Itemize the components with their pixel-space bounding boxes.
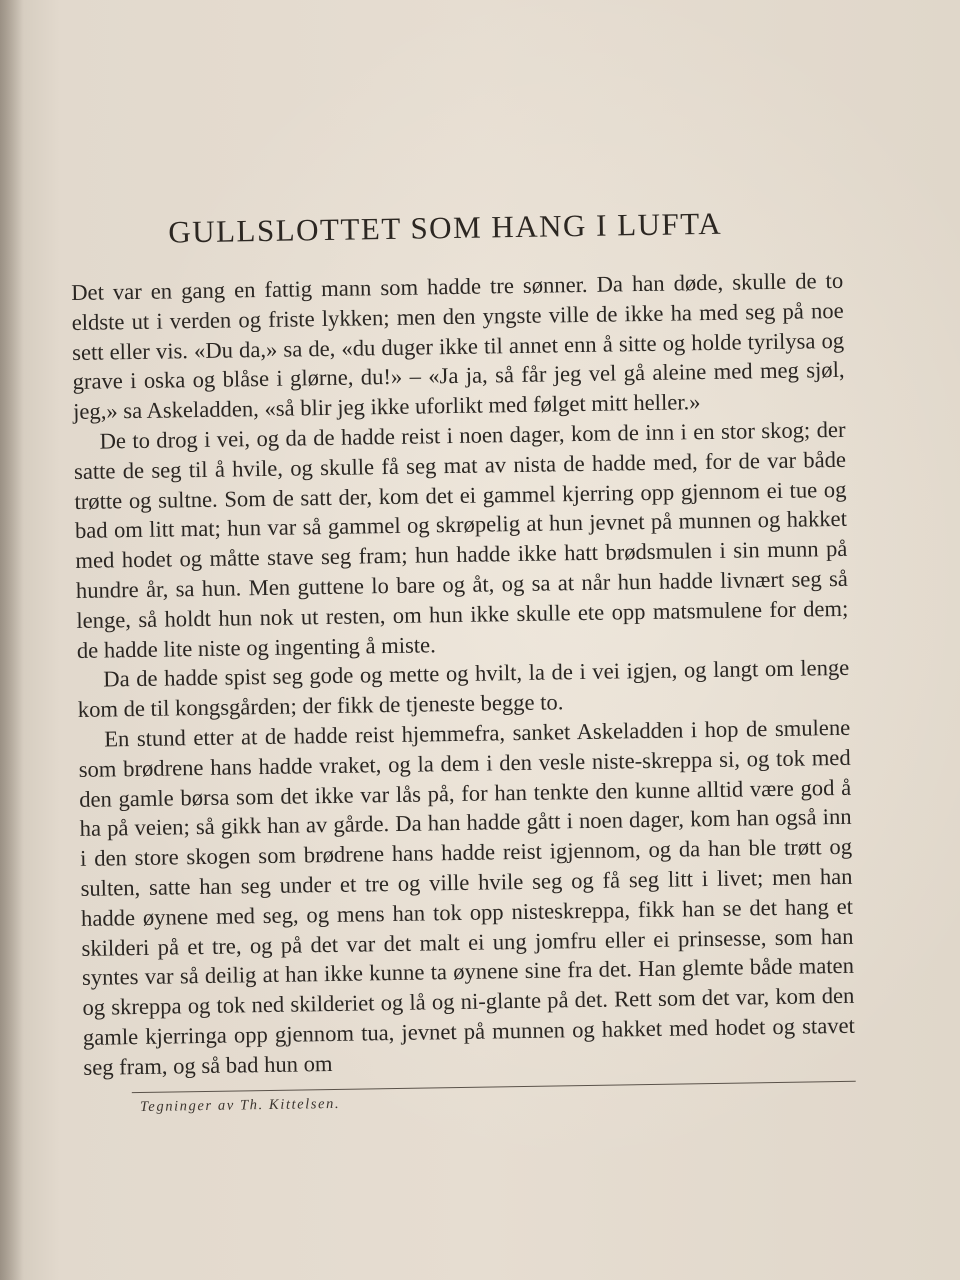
chapter-title: GULLSLOTTET SOM HANG I LUFTA (168, 205, 723, 250)
book-gutter-shadow (0, 0, 24, 1280)
paragraph-1: Det var en gang en fattig mann som hadde tre sønner. Da han døde, skulle de to eldste ut i verden og friste lykken; men den yngste ville de ikke ha med seg på noe sett eller vis. «Du da,» sa de, «du duger ikke til annet enn å sitte og holde tyrilysa og grave i oska og blåse i glørne, du!» – «Ja ja, så får jeg vel gå aleine med meg sjøl, jeg,» sa Askeladden, «så blir jeg ikke uforlikt med følget mitt heller.» (71, 267, 845, 425)
page-content (70, 202, 856, 1117)
paragraph-2: De to drog i vei, og da de hadde reist i noen dager, kom de inn i en stor skog; der satte de seg til å hvile, og skulle få seg mat av nista de hadde med, for de var både trøtte og sultne. Som de satt der, kom det ei gammel kjerring opp gjennom ei tue og bad om litt mat; hun var så gammel og skrøpelig at hun jevnet på munnen og hakket med hodet og måtte stave seg fram; hun hadde ikke hatt brødsmulen i sin munn på hundre år, sa hun. Men guttene lo bare og åt, og sa at når hun hadde livnært seg så lenge, så holdt hun nok ut resten, om hun ikke skulle ete opp matsmulene for dem; de hadde lite niste og ingenting å miste. (73, 416, 849, 663)
paragraph-4: En stund etter at de hadde reist hjemmefra, sanket Askeladden i hop de smulene som brødrene hans hadde vraket, og la dem i den vesle niste-skreppa si, og tok med den gamle børsa som det ikke var lås på, for han tenkte den kunne alltid være god å ha på veien; så gikk han av gårde. Da han hadde gått i noen dager, kom han også inn i den store skogen som brødrene hans hadde reist igjennom, og da han ble trøtt og sulten, satte han seg under et tre og ville hvile seg og få seg litt i livet; men han hadde øynene med seg, og mens han tok opp nisteskreppa, fikk han se det hang et skilderi på et tre, og på det var det malt ei ung jomfru eller ei prinsesse, som han syntes var så deilig at han ikke kunne ta øynene sine fra det. Han glemte både maten og skreppa og tok ned skilderiet og lå og ni-glante på det. Rett som det var, kom den gamle kjerringa opp gjennom tua, jevnet på munnen og hakket med hodet og stavet seg fram, og så bad hun om (78, 714, 856, 1080)
story-text (71, 266, 856, 1083)
paragraph-3: Da de hadde spist seg gode og mette og hvilt, la de i vei igjen, og langt om lenge kom de til kongsgården; der fikk de tjeneste begge to. (77, 655, 850, 723)
illustration-credit: Tegninger av Th. Kittelsen. (139, 1095, 341, 1115)
